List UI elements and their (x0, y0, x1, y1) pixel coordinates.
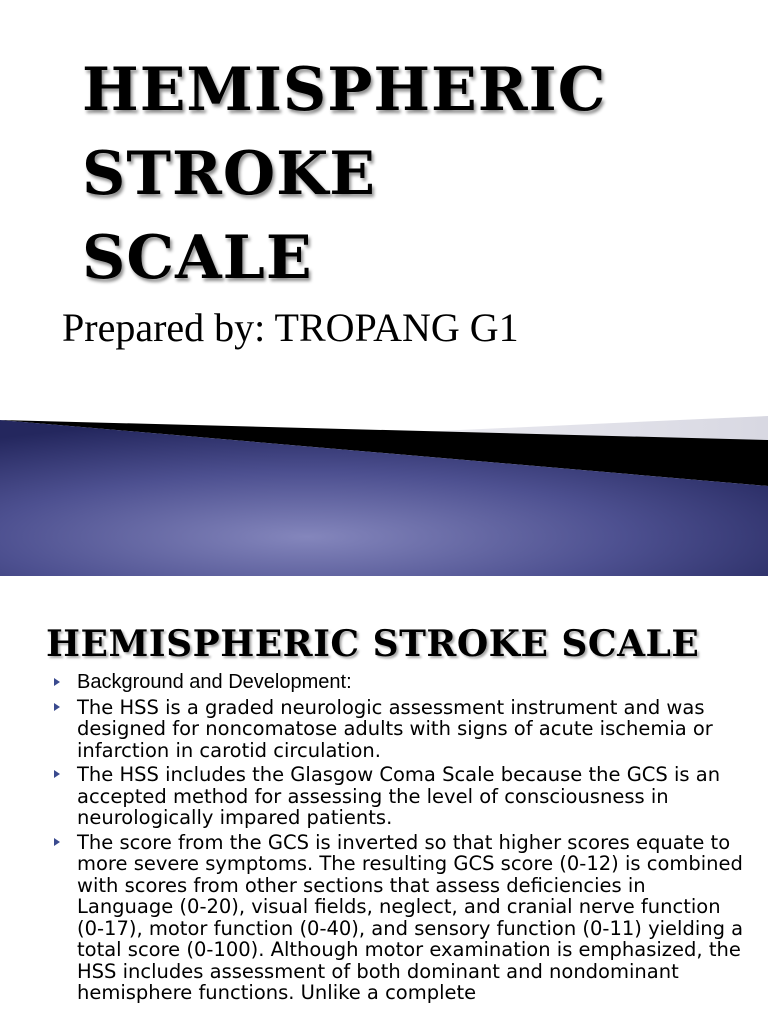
list-item (54, 764, 744, 829)
bullet-text: Background and Development: (77, 671, 352, 693)
list-item (54, 697, 744, 762)
bullet-text: The HSS includes the Glasgow Coma Scale because the GCS is an accepted method for assessing the level of consciousness in neurologically impared patients. (77, 763, 721, 829)
slide-title-line-3: SCALE (82, 223, 313, 293)
triangle-right-icon (54, 703, 60, 711)
slide-subtitle: Prepared by: TROPANG G1 (62, 305, 519, 350)
content-slide (0, 576, 768, 1024)
triangle-right-icon (54, 770, 60, 778)
triangle-right-icon (54, 678, 60, 686)
decorative-band (0, 400, 768, 576)
slide-title-line-1: HEMISPHERIC (82, 55, 607, 125)
list-item (54, 672, 744, 694)
list-item (54, 832, 744, 1004)
slide-heading: HEMISPHERIC STROKE SCALE (46, 623, 700, 665)
triangle-right-icon (54, 838, 60, 846)
bullet-text: The score from the GCS is inverted so that higher scores equate to more severe symptoms. The resulting GCS score (0-12) is combined with scores from other sections that assess deficiencies in Language (0-20), visual fields, neglect, and cranial nerve function (0-17), motor function (0-40), and sensory function (0-11) yielding a total score (0-100). Although motor examination is emphasized, the HSS includes assessment of both dominant and nondominant hemisphere functions. Unlike a complete (77, 830, 744, 1004)
bullet-text: The HSS is a graded neurologic assessment instrument and was designed for noncomatose adults with signs of acute ischemia or infarction in carotid circulation. (77, 695, 713, 762)
bullet-list (54, 672, 744, 1007)
slide-title-line-2: STROKE (82, 139, 376, 209)
